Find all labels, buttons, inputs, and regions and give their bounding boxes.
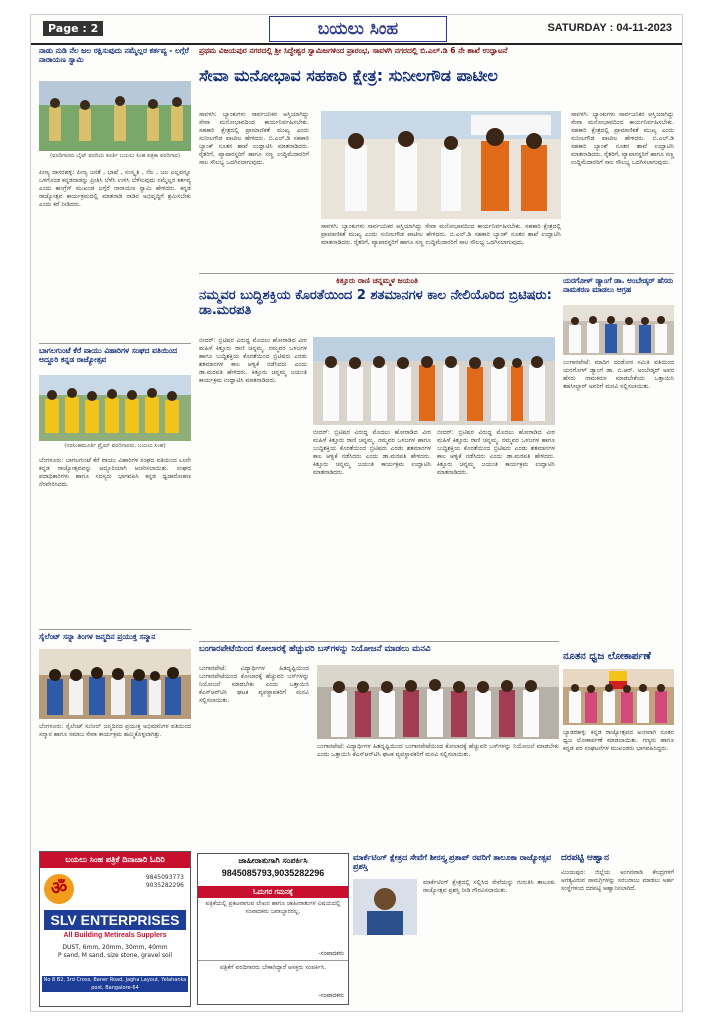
flag-headline: ನೂತನ ಧ್ವಜ ಲೋಕಾರ್ಪಣೆ [563,651,651,662]
bus-body-2: ಬಂಗಾರಪೇಟೆ: ವಿದ್ಯಾರ್ಥಿಗಳ ಹಿತದೃಷ್ಟಿಯಿಂದ ಬಂಗಾರಪೇಟೆಯಿಂದ ಕೋಲಾರಕ್ಕೆ ಹೆಚ್ಚುವರಿ ಬಸ್‌ಗಳನ್ನು ನಿಯೋಜನೆ ಮಾಡಬೇಕು ಎಂದು ಒತ್ತಾಯಿಸಿ ಕೆಎಸ್‌ಆರ್‌ಟಿಸಿ ಘಟಕ ವ್ಯವಸ್ಥಾಪಕರಿಗೆ ಮನವಿ ಸಲ್ಲಿಸಲಾಯಿತು. [317,743,559,758]
felicitation-photo-image [39,649,191,719]
classified-phone: 9845085793,9035282296 [221,868,325,878]
reader-notice-sign: -ಸಂಪಾದಕರು [318,950,344,957]
ad-phone-2: 9035282296 [145,882,184,889]
dateline: SATURDAY : 04-11-2023 [547,22,672,34]
jayanti-photo-image [313,337,555,425]
masthead [31,15,682,45]
lead-body-1: ಸಾವಳಗಿ: ಬ್ಯಾಂಕುಗಳು ಸಾರ್ವಜನಿಕರ ಆಸ್ತಿಯಾಗಿದ್ದು ಸೇವಾ ಮನೋಭಾವದಿಂದ ಕಾರ್ಯನಿರ್ವಹಿಸಬೇಕು. ಸಹಕಾರಿ ಕ್ಷೇತ್ರದಲ್ಲಿ ಪ್ರಾಮಾಣಿಕತೆ ಮುಖ್ಯ ಎಂದು ಸುನೀಲಗೌಡ ಪಾಟೀಲ ಹೇಳಿದರು. ಬಿ.ಎಲ್.ಡಿ ಸಹಕಾರಿ ಬ್ಯಾಂಕ್ ನೂತನ ಶಾಖೆ ಉದ್ಘಾಟಿಸಿ ಮಾತನಾಡಿದರು. ರೈತರಿಗೆ, ವ್ಯಾಪಾರಸ್ಥರಿಗೆ ಹಾಗೂ ಸಣ್ಣ ಉದ್ದಿಮೆದಾರರಿಗೆ ಸಾಲ ಸೌಲಭ್ಯ ಒದಗಿಸಲಾಗುವುದು. [199,111,309,166]
notice-sign: -ಸಂಪಾದಕರು [318,992,344,999]
top-left-headline: ನಾಡು ನುಡಿ ನೆಲ ಜಲ ರಕ್ಷಿಸುವುದು ನಮ್ಮೆಲ್ಲರ ಕರ್ತವ್ಯ - ಲಗ್ಗೆರೆ ನಾರಾಯಣ ಸ್ವಾಮಿ [39,47,189,64]
lead-headline-block [199,47,674,107]
portrait-photo-image [353,879,417,935]
right-mid-body: ಬಂಗಾರಪೇಟೆ: ಮಾದಿಗ ದಂಡೋರ ಸಮಿತಿ ವತಿಯಿಂದ ಯರಗೋಳ್ ಡ್ಯಾಂಗೆ ಡಾ. ಬಿ.ಆರ್. ಅಂಬೇಡ್ಕರ್ ಅವರ ಹೆಸರು ನಾಮಕರಣ ಮಾಡಬೇಕೆಂದು ಒತ್ತಾಯಿಸಿ ತಹಸೀಲ್ದಾರ್ ಅವರಿಗೆ ಮನವಿ ಸಲ್ಲಿಸಲಾಯಿತು. [563,359,674,390]
center-body-2: ಬೀದರ್: ಬ್ರಿಟಿಷರ ವಿರುದ್ಧ ಮೊದಲು ಹೋರಾಡಿದ ವೀರ ಮಹಿಳೆ ಕಿತ್ತೂರು ರಾಣಿ ಚನ್ನಮ್ಮ. ನಮ್ಮವರ ಒಳಜಗಳ ಹಾಗೂ ಬುದ್ಧಿಶಕ್ತಿಯ ಕೊರತೆಯಿಂದ ಬ್ರಿಟಿಷರು ಎರಡು ಶತಮಾನಗಳ ಕಾಲ ಆಳ್ವಿಕೆ ನಡೆಸಿದರು ಎಂದು ಡಾ.ಮರಪತಿ ಹೇಳಿದರು. ಕಿತ್ತೂರು ಚನ್ನಮ್ಮ ಜಯಂತಿ ಕಾರ್ಯಕ್ರಮ ಉದ್ಘಾಟಿಸಿ ಮಾತನಾಡಿದರು. [313,429,431,476]
left-mid-body: ಬೆಂಗಳೂರು: ಬಾಗಲಗುಂಟೆ ಕೆರೆ ವಾಯು ವಿಹಾರಿಗಳ ಸಂಘದ ವತಿಯಿಂದ ೬೮ನೇ ಕನ್ನಡ ರಾಜ್ಯೋತ್ಸವವನ್ನು ಅದ್ದೂರಿಯಾಗಿ ಆಚರಿಸಲಾಯಿತು. ಸಂಘದ ಪದಾಧಿಕಾರಿಗಳು ಹಾಗೂ ಸದಸ್ಯರು ಭಾಗವಹಿಸಿ ಕನ್ನಡ ಧ್ವಜಾರೋಹಣ ನೆರವೇರಿಸಿದರು. [39,457,191,488]
top-left-photo [39,81,191,151]
flag-body: ಬ್ಯಾಡರಹಳ್ಳಿ: ಕನ್ನಡ ರಾಜ್ಯೋತ್ಸವದ ಅಂಗವಾಗಿ ನೂತನ ಧ್ವಜ ಲೋಕಾರ್ಪಣೆ ಮಾಡಲಾಯಿತು. ಗಣ್ಯರು ಹಾಗೂ ಕನ್ನಡ ಪರ ಸಂಘಟನೆಗಳ ಮುಖಂಡರು ಭಾಗವಹಿಸಿದ್ದರು. [563,729,674,752]
center-body-3: ಬೀದರ್: ಬ್ರಿಟಿಷರ ವಿರುದ್ಧ ಮೊದಲು ಹೋರಾಡಿದ ವೀರ ಮಹಿಳೆ ಕಿತ್ತೂರು ರಾಣಿ ಚನ್ನಮ್ಮ. ನಮ್ಮವರ ಒಳಜಗಳ ಹಾಗೂ ಬುದ್ಧಿಶಕ್ತಿಯ ಕೊರತೆಯಿಂದ ಬ್ರಿಟಿಷರು ಎರಡು ಶತಮಾನಗಳ ಕಾಲ ಆಳ್ವಿಕೆ ನಡೆಸಿದರು ಎಂದು ಡಾ.ಮರಪತಿ ಹೇಳಿದರು. ಕಿತ್ತೂರು ಚನ್ನಮ್ಮ ಜಯಂತಿ ಕಾರ್ಯಕ್ರಮ ಉದ್ಘಾಟಿಸಿ ಮಾತನಾಡಿದರು. [437,429,555,476]
ad-tagline: All Building Metireals Supplers [63,932,167,939]
lead-kicker: ಪ್ರಥಮ ವಿಜಯಪುರ ನಗರದಲ್ಲಿ ಶ್ರೀ ಸಿದ್ಧೇಶ್ವರ ಸ್ವಾಮಿಜಗಳಿಂದ ಪ್ರಾರಂಭ, ಸಾವಳಗಿ ನಗರದಲ್ಲಿ ಬಿ.ಎಲ್.ಡಿ 6 ನೇ ಶಾಖೆ ಉದ್ಘಾಟನೆ [199,47,508,55]
marketing-photo [353,879,417,935]
left-column [39,47,191,627]
divider [39,343,191,344]
ad-phone-1: 9845093773 [145,874,184,881]
ad-phone-numbers [128,874,184,890]
left-bottom-headline: ಸೈಲೆಂಟ್ ಸನ್ನಾ ತಿಂಗಳ ಜನ್ಮದಿನ ಪ್ರಯುಕ್ತ ಸನ್ಮಾನ [39,632,156,641]
left-bottom-photo [39,649,191,719]
right-mid-photo [563,305,674,355]
inauguration-photo-image [321,111,561,219]
page-number: Page : 2 [43,21,103,36]
bus-headline: ಬಂಗಾರಪೇಟೆಯಿಂದ ಕೋಲಾರಕ್ಕೆ ಹೆಚ್ಚುವರಿ ಬಸ್‌ಗಳನ್ನು ನಿಯೋಜನೆ ಮಾಡಲು ಮನವಿ [199,645,431,654]
right-mid-headline: ಯರಗೋಳ್ ಡ್ಯಾಂಗೆ ಡಾ. ಅಂಬೇಡ್ಕರ್ ಹೆಸರು ನಾಮಕರಣ ಮಾಡಲು ಆಗ್ರಹ [563,277,674,294]
memorandum-photo-image [563,305,674,355]
center-photo [313,337,555,425]
bus-body-1: ಬಂಗಾರಪೇಟೆ: ವಿದ್ಯಾರ್ಥಿಗಳ ಹಿತದೃಷ್ಟಿಯಿಂದ ಬಂಗಾರಪೇಟೆಯಿಂದ ಕೋಲಾರಕ್ಕೆ ಹೆಚ್ಚುವರಿ ಬಸ್‌ಗಳನ್ನು ನಿಯೋಜನೆ ಮಾಡಬೇಕು ಎಂದು ಒತ್ತಾಯಿಸಿ ಕೆಎಸ್‌ಆರ್‌ಟಿಸಿ ಘಟಕ ವ್ಯವಸ್ಥಾಪಕರಿಗೆ ಮನವಿ ಸಲ್ಲಿಸಲಾಯಿತು. [199,665,309,704]
appeal-article [561,853,674,1007]
center-headline-block [199,277,555,333]
right-mid-article [563,277,674,649]
volunteers-photo-image [39,375,191,441]
top-left-body: ಪೀಣ್ಯ ದಾಸರಹಳ್ಳಿ: ಪೀಣ್ಯ ಜನತೆ , ಭಾಷೆ , ಸಂಸ್ಕೃತಿ , ನೆಲ , ಜಲ ಎಲ್ಲವನ್ನೂ ಒಳಗೊಂಡ ಕನ್ನಡನಾಡನ್ನು ಪ್ರೀತಿಸಿ ಬೆಳೆಸಿ ಉಳಿಸಿ ಬೆಳೆಸುವುದು ನಮ್ಮೆಲ್ಲರ ಕರ್ತವ್ಯ ಎಂದು ಕಾಂಗ್ರೆಸ್ ಮುಖಂಡ ಲಗ್ಗೆರೆ ನಾರಾಯಣ ಸ್ವಾಮಿ ಹೇಳಿದರು. ಕನ್ನಡ ರಾಜ್ಯೋತ್ಸವ ಕಾರ್ಯಕ್ರಮದಲ್ಲಿ ಮಾತನಾಡಿ ನಾಡಿನ ಅಭಿವೃದ್ಧಿಗೆ ಶ್ರಮಿಸಬೇಕು ಎಂದು ಕರೆ ನೀಡಿದರು. [39,169,191,208]
ad-company-name: SLV ENTERPRISES [44,910,186,930]
reader-notice-body: ಪತ್ರಿಕೆಯಲ್ಲಿ ಪ್ರಕಟವಾಗುವ ಲೇಖನ ಹಾಗೂ ಜಾಹೀರಾತುಗಳ ವಿಷಯದಲ್ಲಿ ಸಂಪಾದಕರು ಜವಾಬ್ದಾರರಲ್ಲ. [205,900,341,915]
left-bottom-body: ಬೆಂಗಳೂರು: ಸೈಲೆಂಟ್ ಸುನೀಲ್ ಜನ್ಮದಿನದ ಪ್ರಯುಕ್ತ ಅಭಿಮಾನಿಗಳ ವತಿಯಿಂದ ಸನ್ಮಾನ ಹಾಗೂ ಸಮಾಜ ಸೇವಾ ಕಾರ್ಯಕ್ರಮ ಹಮ್ಮಿಕೊಳ್ಳಲಾಗಿತ್ತು. [39,723,191,738]
left-bottom-article [39,629,191,847]
center-headline: ನಮ್ಮವರ ಬುದ್ಧಿಶಕ್ತಿಯ ಕೊರತೆಯಿಂದ 2 ಶತಮಾನಗಳ ಕಾಲ ನೇಲಿಯೊರಿದ ಬ್ರಿಟಿಷರು: ಡಾ.ಮರಪತಿ [199,288,552,318]
lead-body-3: ಸಾವಳಗಿ: ಬ್ಯಾಂಕುಗಳು ಸಾರ್ವಜನಿಕರ ಆಸ್ತಿಯಾಗಿದ್ದು ಸೇವಾ ಮನೋಭಾವದಿಂದ ಕಾರ್ಯನಿರ್ವಹಿಸಬೇಕು. ಸಹಕಾರಿ ಕ್ಷೇತ್ರದಲ್ಲಿ ಪ್ರಾಮಾಣಿಕತೆ ಮುಖ್ಯ ಎಂದು ಸುನೀಲಗೌಡ ಪಾಟೀಲ ಹೇಳಿದರು. ಬಿ.ಎಲ್.ಡಿ ಸಹಕಾರಿ ಬ್ಯಾಂಕ್ ನೂತನ ಶಾಖೆ ಉದ್ಘಾಟಿಸಿ ಮಾತನಾಡಿದರು. ರೈತರಿಗೆ, ವ್ಯಾಪಾರಸ್ಥರಿಗೆ ಹಾಗೂ ಸಣ್ಣ ಉದ್ದಿಮೆದಾರರಿಗೆ ಸಾಲ ಸೌಲಭ್ಯ ಒದಗಿಸಲಾಗುವುದು. [571,111,674,166]
lead-headline: ಸೇವಾ ಮನೋಭಾವ ಸಹಕಾರಿ ಕ್ಷೇತ್ರ: ಸುನೀಲಗೌಡ ಪಾಟೀಲ [199,66,498,85]
appeal-body: ವಿಜಯಪುರ: ಜಿಲ್ಲೆಯ ಅಂಗನವಾಡಿ ಕೇಂದ್ರಗಳಿಗೆ ಅಗತ್ಯವಿರುವ ಸಾಮಗ್ರಿಗಳನ್ನು ಸರಬರಾಜು ಮಾಡಲು ಅರ್ಹ ಸಂಸ್ಥೆಗಳಿಂದ ದರಪಟ್ಟಿ ಆಹ್ವಾನಿಸಲಾಗಿದೆ. [561,869,674,892]
ad-specs: DUST, 6mm, 20mm, 30mm, 40mm P sand, M sand, size stone, gravel soil [58,944,172,959]
left-mid-photo [39,375,191,441]
marketing-body: ಮಾರ್ಕೆಟಿಂಗ್ ಕ್ಷೇತ್ರದಲ್ಲಿ ಸಲ್ಲಿಸಿದ ಸೇವೆಯನ್ನು ಗುರುತಿಸಿ ತಾಲೂಕು ರಾಜ್ಯೋತ್ಸವ ಪ್ರಶಸ್ತಿ ನೀಡಿ ಗೌರವಿಸಲಾಯಿತು. [423,879,555,894]
newspaper-sheet [30,14,683,1012]
om-logo-icon: ॐ [44,874,74,904]
left-mid-headline: ಬಾಗಲಗುಂಟೆ ಕೆರೆ ವಾಯು ವಿಹಾರಿಗಳ ಸಂಘದ ವತಿಯಿಂದ ಅದ್ದೂರಿ ಕನ್ನಡ ರಾಜ್ಯೋತ್ಸವ [39,346,178,364]
left-mid-caption: (ನರಸಿಂಹಮೂರ್ತಿ ಪ್ರೈಮ್ ವರದಿಗಾರರು, ಬಯಲು ಸಿಂಹ) [64,443,166,449]
bus-photo [317,665,559,739]
flag-ceremony-photo-image [563,669,674,725]
divider [199,273,674,274]
top-left-caption: (ವರದಿಗಾರರು ಬೈಟ್ ವರದಿಯ ಕೂರ್ತಿ ಬಯಲು ಸಿಂಹ ಪತ್ರಿಕಾ ವರದಿಗಾರ) [50,153,180,159]
reader-notice-title: ಓದುಗರ ಗಮನಕ್ಕೆ [198,886,348,898]
center-body-1: ಬೀದರ್: ಬ್ರಿಟಿಷರ ವಿರುದ್ಧ ಮೊದಲು ಹೋರಾಡಿದ ವೀರ ಮಹಿಳೆ ಕಿತ್ತೂರು ರಾಣಿ ಚನ್ನಮ್ಮ. ನಮ್ಮವರ ಒಳಜಗಳ ಹಾಗೂ ಬುದ್ಧಿಶಕ್ತಿಯ ಕೊರತೆಯಿಂದ ಬ್ರಿಟಿಷರು ಎರಡು ಶತಮಾನಗಳ ಕಾಲ ಆಳ್ವಿಕೆ ನಡೆಸಿದರು ಎಂದು ಡಾ.ಮರಪತಿ ಹೇಳಿದರು. ಕಿತ್ತೂರು ಚನ್ನಮ್ಮ ಜಯಂತಿ ಕಾರ್ಯಕ್ರಮ ಉದ್ಘಾಟಿಸಿ ಮಾತನಾಡಿದರು. [199,337,307,384]
flag-photo [563,669,674,725]
marketing-article [353,853,555,1007]
ad-banner: ಬಯಲು ಸಿಂಹ ಪತ್ರಿಕೆ ದಿನಾಚಾರಿ ಓದಿರಿ [40,852,190,868]
bus-memorandum-photo-image [317,665,559,739]
divider [198,960,348,961]
divider [199,641,559,642]
flag-article [563,651,674,847]
divider [39,629,191,630]
notice-body: ಪತ್ರಿಕೆಗೆ ವರದಿಗಾರರು ಬೇಕಾಗಿದ್ದಾರೆ ಆಸಕ್ತರು ಸಂಪರ್ಕಿಸಿ. [219,964,327,971]
lead-body-2: ಸಾವಳಗಿ: ಬ್ಯಾಂಕುಗಳು ಸಾರ್ವಜನಿಕರ ಆಸ್ತಿಯಾಗಿದ್ದು ಸೇವಾ ಮನೋಭಾವದಿಂದ ಕಾರ್ಯನಿರ್ವಹಿಸಬೇಕು. ಸಹಕಾರಿ ಕ್ಷೇತ್ರದಲ್ಲಿ ಪ್ರಾಮಾಣಿಕತೆ ಮುಖ್ಯ ಎಂದು ಸುನೀಲಗೌಡ ಪಾಟೀಲ ಹೇಳಿದರು. ಬಿ.ಎಲ್.ಡಿ ಸಹಕಾರಿ ಬ್ಯಾಂಕ್ ನೂತನ ಶಾಖೆ ಉದ್ಘಾಟಿಸಿ ಮಾತನಾಡಿದರು. ರೈತರಿಗೆ, ವ್ಯಾಪಾರಸ್ಥರಿಗೆ ಹಾಗೂ ಸಣ್ಣ ಉದ್ದಿಮೆದಾರರಿಗೆ ಸಾಲ ಸೌಲಭ್ಯ ಒದಗಿಸಲಾಗುವುದು. [321,223,561,246]
slv-enterprises-ad [39,851,191,1007]
lead-photo [321,111,561,219]
group-photo-image [39,81,191,151]
newspaper-logo: ಬಯಲು ಸಿಂಹ [269,16,447,42]
ad-address: No 8 B2, 3rd Cross, Baner Road, Jagha Layout, Yelahanka post, Bangalore-64 [43,977,187,991]
center-kicker: ಕಿತ್ತೂರು ರಾಣಿ ಚನ್ನಮ್ಮಳ ಜಯಂತಿ [336,277,418,285]
ads-box [197,853,349,1005]
appeal-headline: ದರಪಟ್ಟಿ ಆಹ್ವಾನ [561,853,609,863]
classified-title: ಜಾಹೀರಾತುಗಾಗಿ ಸಂಪರ್ಕಿಸಿ [238,856,308,865]
marketing-headline: ಮಾರ್ಕೆಟಿಂಗ್ ಕ್ಷೇತ್ರದ ಸೇವೆಗೆ ಶೀರಸ್ತ್ಯ ಪ್ರತಾಪ್ ರವರಿಗೆ ತಾಲೂಕಾ ರಾಜ್ಯೋತ್ಸವ ಪ್ರಶಸ್ತಿ [353,853,552,872]
bus-article [199,645,559,851]
